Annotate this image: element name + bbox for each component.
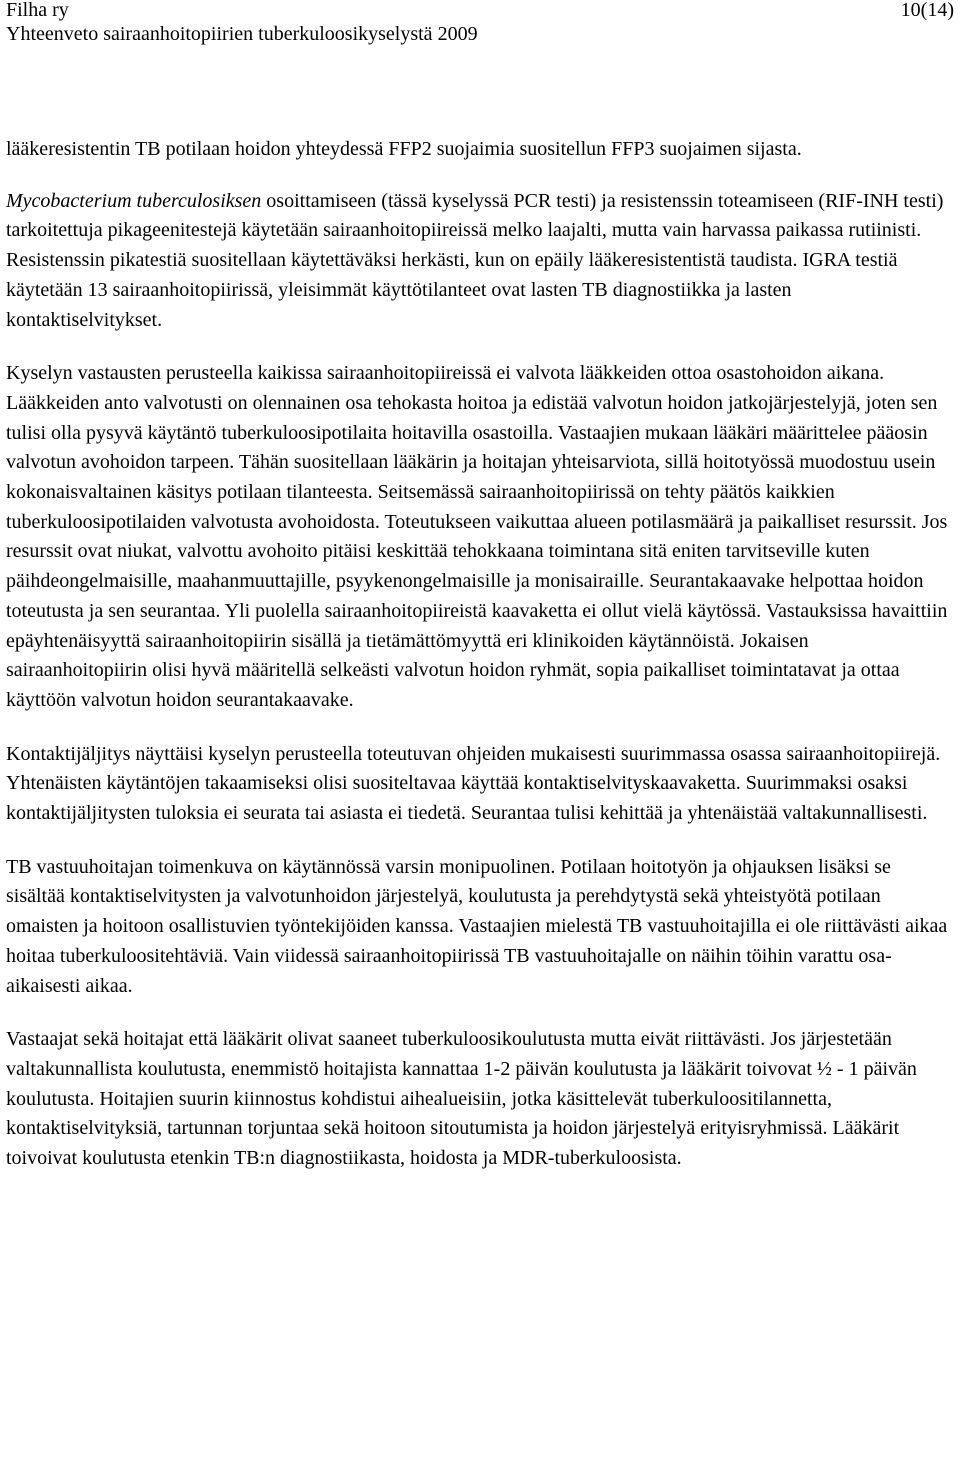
paragraph-text: osoittamiseen (tässä kyselyssä PCR testi) ja resistenssin toteamiseen (RIF-INH testi) tarkoitettuja pikageenitestejä käytetään sairaanhoitopiireissä melko laajalti, mutta vain harvassa paikassa rutiinisti. Resistenssin pikatestiä suositellaan käytettäväksi herkästi, kun on epäily lääkeresistentistä taudista. IGRA testiä käytetään 13 sairaanhoitopiirissä, yleisimmät käyttötilanteet ovat lasten TB diagnostiikka ja lasten kontaktiselvitykset.	[6, 189, 944, 331]
document-title: Yhteenveto sairaanhoitopiirien tuberkuloosikyselystä 2009	[6, 23, 478, 45]
paragraph-text: Kontaktijäljitys näyttäisi kyselyn perusteella toteutuvan ohjeiden mukaisesti suurimmassa osassa sairaanhoitopiirejä. Yhtenäisten käytäntöjen takaamiseksi olisi suositeltavaa käyttää kontaktiselvityskaavaketta. Suurimmaksi osaksi kontaktijäljitysten tuloksia ei seurata tai asiasta ei tiedetä. Seurantaa tulisi kehittää ja yhtenäistää valtakunnallisesti.	[6, 742, 941, 825]
paragraph-6	[6, 1025, 950, 1174]
page-number: 10(14)	[900, 0, 954, 21]
organization-name: Filha ry	[6, 0, 69, 21]
paragraph-text: Kyselyn vastausten perusteella kaikissa sairaanhoitopiireissä ei valvota lääkkeiden ottoa osastohoidon aikana. Lääkkeiden anto valvotusti on olennainen osa tehokasta hoitoa ja edistää valvotun hoidon jatkojärjestelyjä, joten sen tulisi olla pysyvä käytäntö tuberkuloosipotilaita hoitavilla osastoilla. Vastaajien mukaan lääkäri määrittelee pääosin valvotun avohoidon tarpeen. Tähän suositellaan lääkärin ja hoitajan yhteisarviota, sillä hoitotyössä muodostuu usein kokonaisvaltainen käsitys potilaan tilanteesta. Seitsemässä sairaanhoitopiirissä on tehty päätös kaikkien tuberkuloosipotilaiden valvotusta avohoidosta. Toteutukseen vaikuttaa alueen potilasmäärä ja paikalliset resurssit. Jos resurssit ovat niukat, valvottu avohoito pitäisi keskittää tehokkaana toimintana sitä eniten tarvitseville kuten päihdeongelmaisille, maahanmuuttajille, psyykenongelmaisille ja monisairaille. Seurantakaavake helpottaa hoidon toteutusta ja sen seurantaa. Yli puolella sairaanhoitopiireistä kaavaketta ei ollut vielä käytössä. Vastauksissa havaittiin epäyhtenäisyyttä sairaanhoitopiirin sisällä ja tietämättömyyttä eri klinikoiden käytännöistä. Jokaisen sairaanhoitopiirin olisi hyvä määritellä selkeästi valvotun hoidon ryhmät, sopia paikalliset toimintatavat ja ottaa käyttöön valvotun hoidon seurantakaavake.	[6, 362, 948, 711]
page-header	[6, 0, 954, 48]
paragraph-4	[6, 740, 950, 829]
document-body	[6, 135, 950, 1198]
paragraph-5	[6, 853, 950, 1002]
paragraph-text: TB vastuuhoitajan toimenkuva on käytännössä varsin monipuolinen. Potilaan hoitotyön ja ohjauksen lisäksi se sisältää kontaktiselvitysten ja valvotunhoidon järjestelyä, koulutusta ja perehdytystä sekä yhteistyötä potilaan omaisten ja hoitoon osallistuvien työntekijöiden kanssa. Vastaajien mielestä TB vastuuhoitajilla ei ole riittävästi aikaa hoitaa tuberkuloositehtäviä. Vain viidessä sairaanhoitopiirissä TB vastuuhoitajalle on näihin töihin varattu osa-aikaisesti aikaa.	[6, 855, 948, 997]
paragraph-1	[6, 135, 950, 165]
italic-term: Mycobacterium tuberculosiksen	[6, 189, 262, 212]
paragraph-text: Vastaajat sekä hoitajat että lääkärit olivat saaneet tuberkuloosikoulutusta mutta eivät riittävästi. Jos järjestetään valtakunnallista koulutusta, enemmistö hoitajista kannattaa 1-2 päivän koulutusta ja lääkärit toivovat ½ - 1 päivän koulutusta. Hoitajien suurin kiinnostus kohdistui aihealueisiin, jotka käsittelevät tuberkuloositilannetta, kontaktiselvityksiä, tartunnan torjuntaa sekä hoitoon sitoutumista ja hoidon järjestelyä erityisryhmissä. Lääkärit toivoivat koulutusta etenkin TB:n diagnostiikasta, hoidosta ja MDR-tuberkuloosista.	[6, 1028, 917, 1170]
paragraph-text: lääkeresistentin TB potilaan hoidon yhteydessä FFP2 suojaimia suositellun FFP3 suojaimen sijasta.	[6, 138, 802, 160]
paragraph-2	[6, 187, 950, 336]
paragraph-3	[6, 359, 950, 715]
